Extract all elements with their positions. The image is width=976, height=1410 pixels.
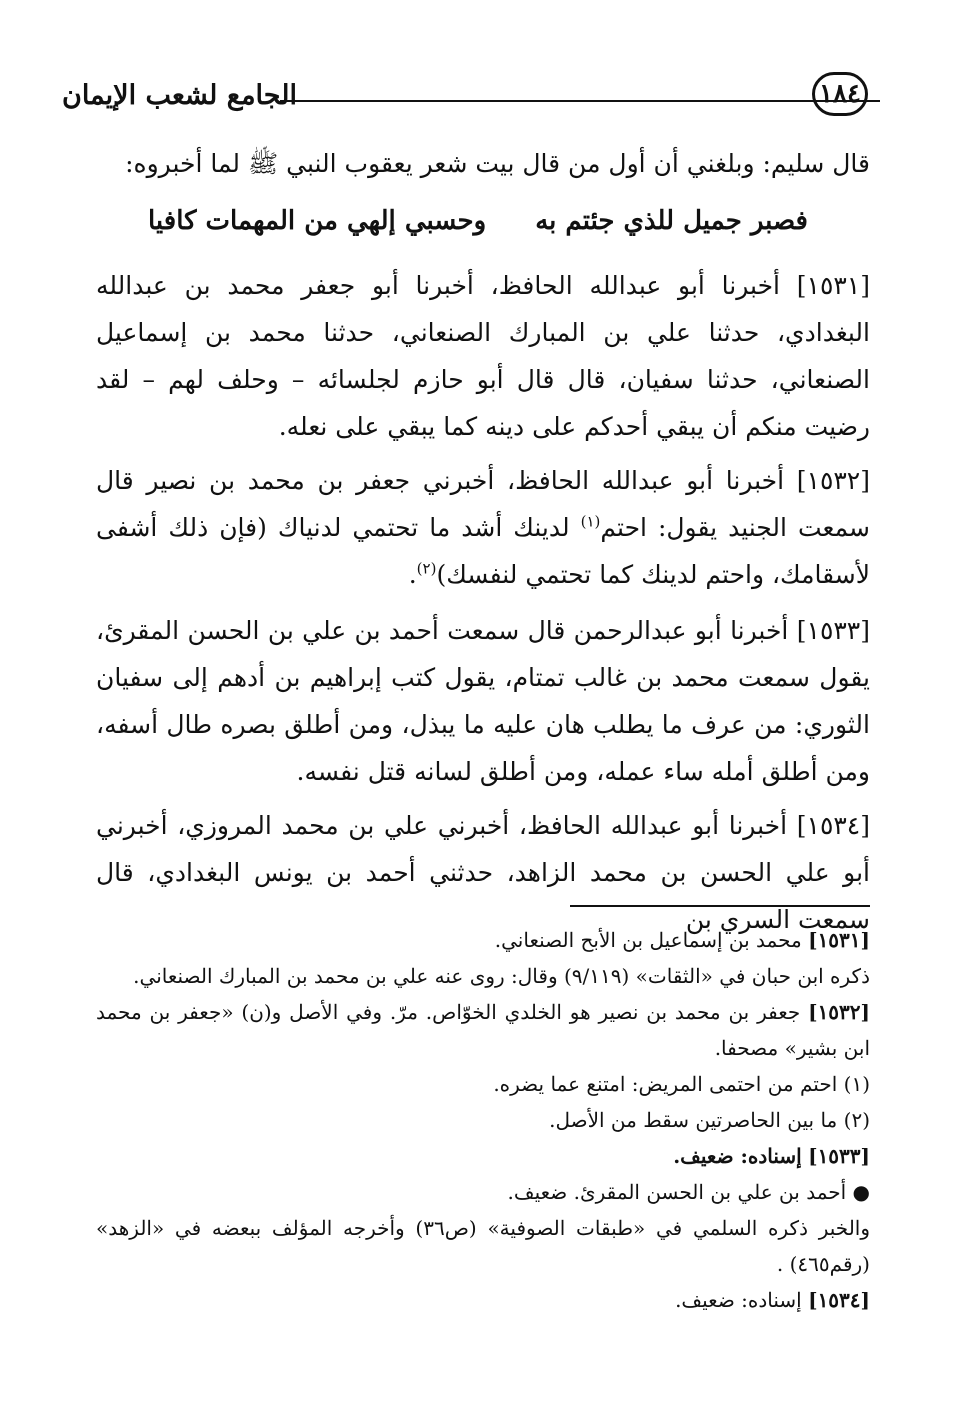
running-title: الجامع لشعب الإيمان	[62, 80, 297, 111]
footnote-text: إسناده: ضعيف.	[673, 1144, 802, 1168]
page-number: ١٨٤	[812, 72, 868, 116]
footnote-lead: [١٥٣٤]	[808, 1288, 870, 1312]
verse-second-hemistich: وحسبي إلهي من المهمات كافيا	[148, 206, 487, 236]
footnote	[96, 1066, 870, 1102]
hadith-text: أخبرنا أبو عبدالرحمن قال سمعت أحمد بن علي بن الحسن المقرئ، يقول سمعت محمد بن غالب تمتام، يقول كتب إبراهيم بن أدهم إلى سفيان الثوري: من عرف ما يطلب هان عليه ما يبذل، ومن أطلق بصره طال أسفه، ومن أطلق أمله ساء عمله، ومن أطلق لسانه قتل نفسه.	[96, 616, 870, 786]
footnote-lead: (١)	[843, 1072, 870, 1096]
footnote-text: ما بين الحاصرتين سقط من الأصل.	[549, 1108, 838, 1132]
footnotes	[96, 922, 870, 1318]
footnote-lead: [١٥٣٣]	[808, 1144, 870, 1168]
hadith-number: [١٥٣٤]	[796, 811, 870, 840]
footnote-text: أحمد بن علي بن الحسن المقرئ. ضعيف.	[507, 1180, 847, 1204]
hadith-number: [١٥٣١]	[796, 271, 870, 300]
hadith-paragraph	[96, 607, 870, 795]
footnote-text: احتم من احتمى المريض: امتنع عما يضره.	[493, 1072, 838, 1096]
hadith-paragraph	[96, 457, 870, 598]
footnote	[96, 1102, 870, 1138]
footnote-lead: [١٥٣١]	[808, 928, 870, 952]
verse-first-hemistich: فصبر جميل للذي جئتم به	[535, 206, 808, 236]
header-rule	[280, 100, 880, 102]
footnote	[96, 958, 870, 994]
footnote-lead: (٢)	[843, 1108, 870, 1132]
footnote-separator	[570, 905, 870, 907]
footnote-text: ذكره ابن حبان في «الثقات» (٩/١١٩) وقال: روى عنه علي بن محمد بن المبارك الصنعاني.	[133, 964, 870, 988]
footnote-text: محمد بن إسماعيل بن الأبح الصنعاني.	[494, 928, 802, 952]
hadith-paragraph	[96, 262, 870, 450]
hadith-text: أخبرنا أبو عبدالله الحافظ، أخبرني علي بن محمد المروزي، أخبرني أبو علي الحسن بن محمد الزاهد، حدثني أحمد بن يونس البغدادي، قال سمعت السري بن	[96, 811, 870, 934]
page-header	[62, 66, 868, 130]
hadith-text-part: .	[408, 560, 417, 589]
hadith-text-part: لدينك أشد ما تحتمي لدنياك (فإن ذلك أشفى لأسقامك، واحتم لدينك كما تحتمي لنفسك)	[96, 513, 870, 589]
footnote-text: والخبر ذكره السلمي في «طبقات الصوفية» (ص٣٦) وأخرجه المؤلف ببعضه في «الزهد» (رقم٤٦٥) .	[96, 1216, 871, 1276]
hadith-number: [١٥٣٣]	[796, 616, 870, 645]
intro-line: قال سليم: وبلغني أن أول من قال بيت شعر يعقوب النبي ﷺ لما أخبروه:	[125, 149, 870, 178]
bullet-icon: ●	[852, 1180, 870, 1204]
footnote-text: جعفر بن محمد بن نصير هو الخلدي الخوّاص. مرّ. وفي الأصل و(ن) «جعفر بن محمد ابن بشير» مصحفا.	[96, 1000, 870, 1060]
footnote-lead: [١٥٣٢]	[808, 1000, 870, 1024]
footnote	[96, 1174, 870, 1210]
footnote-marker: (١)	[580, 512, 601, 531]
hadith-text-part: أخبرنا أبو عبدالله الحافظ، أخبرني جعفر بن محمد بن نصير قال سمعت الجنيد يقول: احتم	[96, 466, 870, 542]
poetry-verse	[148, 206, 808, 254]
footnote	[96, 922, 870, 958]
hadith-text: أخبرنا أبو عبدالله الحافظ، أخبرنا أبو جعفر محمد بن عبدالله البغدادي، حدثنا علي بن المبارك الصنعاني، حدثنا محمد بن إسماعيل الصنعاني، حدثنا سفيان، قال قال أبو حازم لجلسائه – وحلف لهم – لقد رضيت منكم أن يبقي أحدكم على دينه كما يبقي على نعله.	[96, 271, 870, 441]
footnote	[96, 1138, 870, 1174]
footnote	[96, 1282, 870, 1318]
footnote	[96, 994, 870, 1066]
footnote-marker: (٢)	[416, 559, 437, 578]
footnote-text: إسناده: ضعيف.	[675, 1288, 802, 1312]
hadith-number: [١٥٣٢]	[796, 466, 870, 495]
footnote	[96, 1210, 870, 1282]
